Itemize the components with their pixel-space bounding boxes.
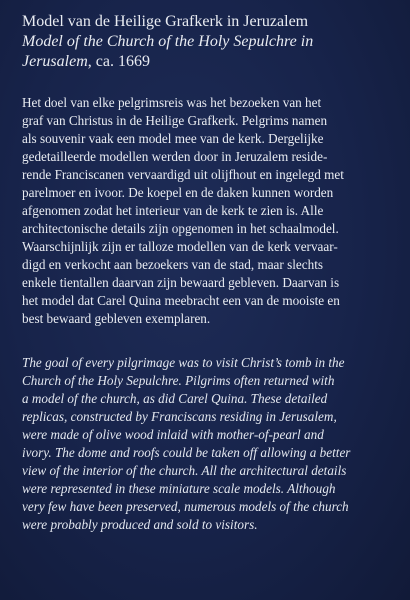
title-dutch: Model van de Heilige Grafkerk in Jeruzalem <box>22 13 309 30</box>
dutch-line: architectonische details zijn opgenomen in het schaalmodel. <box>22 221 339 236</box>
dutch-line: digd en verkocht aan bezoekers van de stad, maar slechts <box>22 257 323 272</box>
dutch-line: Waarschijnlijk zijn er talloze modellen van de kerk vervaar- <box>22 239 338 254</box>
english-line: were made of olive wood inlaid with mother-of-pearl and <box>22 427 324 442</box>
english-line: were represented in these miniature scale models. Although <box>22 481 336 496</box>
english-line: view of the interior of the church. All the architectural details <box>22 463 347 478</box>
english-line: a model of the church, as did Carel Quina. These detailed <box>22 391 328 406</box>
dutch-line: rende Franciscanen vervaardigd uit olijfhout en ingelegd met <box>22 167 344 182</box>
dutch-line: parelmoer en ivoor. De koepel en de daken kunnen worden <box>22 185 334 200</box>
english-line: The goal of every pilgrimage was to visit Christ’s tomb in the <box>22 355 345 370</box>
title-english-date: , ca. 1669 <box>87 53 150 70</box>
title-english-line-1: Model of the Church of the Holy Sepulchre in <box>22 33 314 50</box>
english-line: ivory. The dome and roofs could be taken off allowing a better <box>22 445 351 460</box>
dutch-line: Het doel van elke pelgrimsreis was het bezoeken van het <box>22 95 322 110</box>
title-english-line-2 <box>22 52 402 72</box>
dutch-line: het model dat Carel Quina meebracht een van de mooiste en <box>22 293 340 308</box>
dutch-line: gedetailleerde modellen werden door in Jeruzalem reside- <box>22 149 328 164</box>
dutch-line: als souvenir vaak een model mee van de kerk. Dergelijke <box>22 131 324 146</box>
dutch-line: enkele tientallen daarvan zijn bewaard gebleven. Daarvan is <box>22 275 340 290</box>
english-line: very few have been preserved, numerous models of the church <box>22 499 349 514</box>
dutch-description <box>22 94 402 328</box>
title-english-place: Jerusalem <box>22 53 88 70</box>
dutch-line: best bewaard gebleven exemplaren. <box>22 311 211 326</box>
label-content <box>22 12 402 534</box>
dutch-line: afgenomen zodat het interieur van de kerk te zien is. Alle <box>22 203 324 218</box>
english-line: were probably produced and sold to visitors. <box>22 517 258 532</box>
english-line: Church of the Holy Sepulchre. Pilgrims often returned with <box>22 373 335 388</box>
english-line: replicas, constructed by Franciscans residing in Jerusalem, <box>22 409 337 424</box>
dutch-line: graf van Christus in de Heilige Grafkerk. Pelgrims namen <box>22 113 328 128</box>
english-description <box>22 354 402 534</box>
